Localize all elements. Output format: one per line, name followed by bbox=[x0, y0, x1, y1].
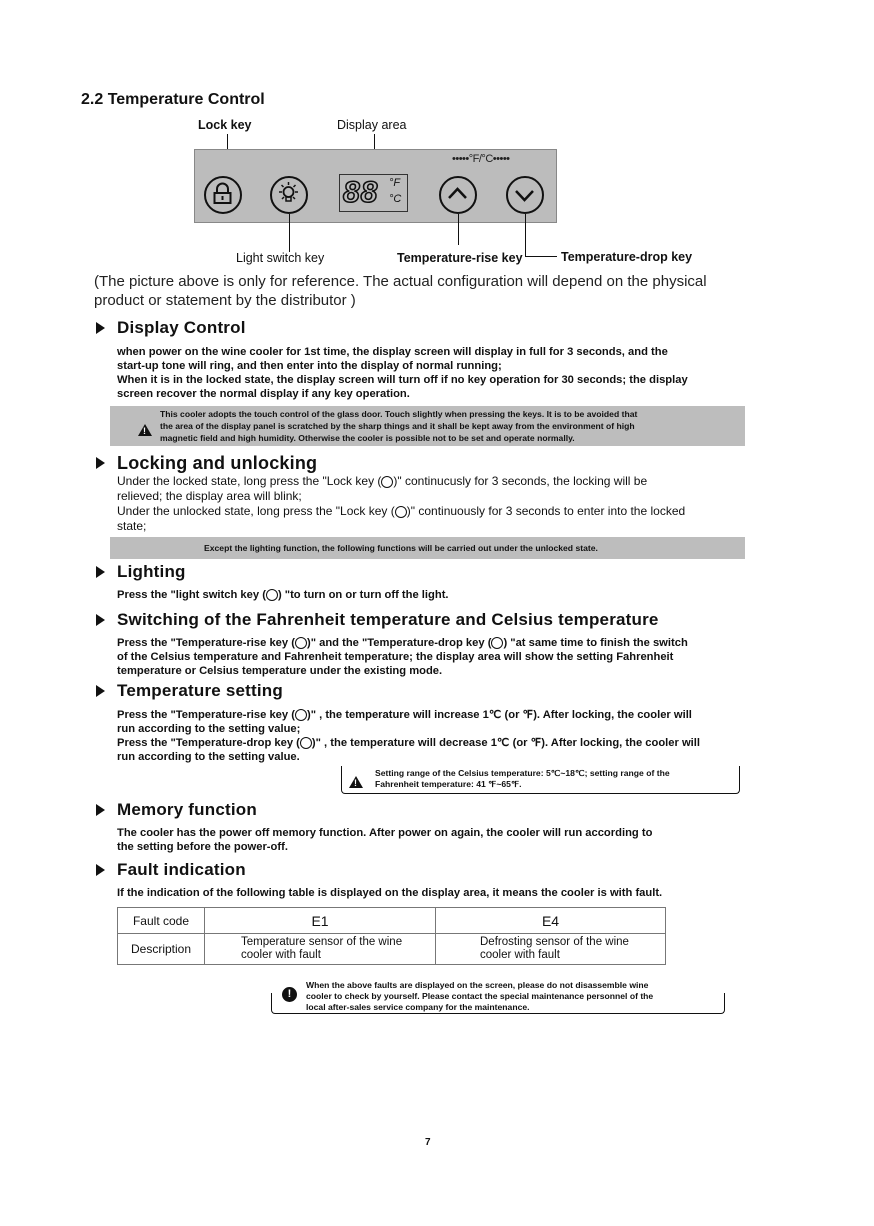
drop-leader-horizontal bbox=[525, 256, 557, 257]
display-unit-f: °F bbox=[389, 177, 401, 189]
temperature-rise-label: Temperature-rise key bbox=[397, 251, 523, 265]
section-title-lighting: Lighting bbox=[117, 562, 186, 581]
table-cell: E1 bbox=[205, 908, 436, 934]
page-heading: 2.2 Temperature Control bbox=[81, 91, 265, 108]
description-line: Defrosting sensor of the wine bbox=[480, 936, 629, 948]
text-line: when power on the wine cooler for 1st time, the display screen will display in full for 3 seconds, and the bbox=[117, 346, 668, 358]
chevron-up-icon bbox=[441, 178, 474, 211]
table-cell: Fault code bbox=[118, 908, 205, 934]
text-line: run according to the setting value; bbox=[117, 723, 301, 735]
text-line: Under the unlocked state, long press the "Lock key ( )" continuously for 3 seconds to enter into the locked bbox=[117, 504, 686, 518]
chevron-down-icon bbox=[300, 737, 312, 749]
display-unit-c: °C bbox=[389, 193, 402, 205]
text-line: Press the "Temperature-rise key ( )" and the "Temperature-drop key ( ) "at same time to finish the switch bbox=[117, 637, 688, 649]
section-title-locking: Locking and unlocking bbox=[117, 453, 318, 473]
bullet-arrow-icon bbox=[96, 457, 105, 469]
lock-icon bbox=[395, 506, 407, 518]
reference-note bbox=[94, 272, 707, 310]
section-title-display-control: Display Control bbox=[117, 318, 246, 337]
text-line: Press the "Temperature-rise key ( )" , the temperature will increase 1℃ (or ℉). After locking, the cooler will bbox=[117, 709, 692, 721]
description-line: cooler with fault bbox=[241, 949, 321, 961]
locking-text bbox=[117, 474, 757, 534]
fault-table bbox=[117, 907, 666, 965]
rise-leader-line bbox=[458, 214, 459, 245]
chevron-up-icon bbox=[295, 637, 307, 649]
touch-warning-text bbox=[160, 408, 637, 444]
warning-line: magnetic field and high humidity. Otherwise the cooler is possible not to be set and operate normally. bbox=[160, 433, 575, 443]
display-digits: 88 bbox=[343, 176, 379, 209]
unlock-note-text: Except the lighting function, the following functions will be carried out under the unlocked state. bbox=[204, 543, 598, 553]
chevron-down-icon bbox=[491, 637, 503, 649]
table-row bbox=[118, 908, 666, 934]
warning-line: the area of the display panel is scratched by the sharp things and it shall be kept away from the environment of high bbox=[160, 421, 635, 431]
reference-note-line: product or statement by the distributor ) bbox=[94, 292, 356, 309]
table-cell bbox=[436, 934, 666, 965]
lock-button[interactable] bbox=[204, 176, 242, 214]
temperature-setting-text bbox=[117, 708, 777, 764]
bullet-arrow-icon bbox=[96, 322, 105, 334]
warning-icon bbox=[349, 776, 363, 788]
lightbulb-icon bbox=[266, 589, 278, 601]
memory-text bbox=[117, 826, 757, 854]
fault-note-line: When the above faults are displayed on the screen, please do not disassemble wine bbox=[306, 980, 649, 990]
text-line: relieved; the display area will blink; bbox=[117, 489, 302, 503]
text-line: Under the locked state, long press the "Lock key ( )" continucusly for 3 seconds, the locking will be bbox=[117, 474, 648, 488]
fault-note-line: cooler to check by yourself. Please contact the special maintenance personnel of the bbox=[306, 991, 654, 1001]
description-line: cooler with fault bbox=[480, 949, 560, 961]
warning-icon bbox=[138, 424, 152, 436]
lock-icon bbox=[381, 476, 393, 488]
text-line: The cooler has the power off memory function. After power on again, the cooler will run according to bbox=[117, 827, 653, 839]
text-line: state; bbox=[117, 519, 147, 533]
lighting-text bbox=[117, 588, 757, 602]
text-line: Press the "light switch key ( ) "to turn on or turn off the light. bbox=[117, 589, 449, 601]
switching-text bbox=[117, 636, 777, 678]
table-row bbox=[118, 934, 666, 965]
range-note-line: Setting range of the Celsius temperature: 5℃~18℃; setting range of the bbox=[375, 768, 670, 778]
lightbulb-icon bbox=[272, 178, 305, 211]
table-cell bbox=[205, 934, 436, 965]
text-line: of the Celsius temperature and Fahrenheit temperature; the display area will show the setting Fahrenheit bbox=[117, 651, 674, 663]
reference-note-line: (The picture above is only for reference. The actual configuration will depend on the physical bbox=[94, 273, 707, 290]
range-note-line: Fahrenheit temperature: 41 ℉~65℉. bbox=[375, 779, 522, 789]
description-line: Temperature sensor of the wine bbox=[241, 936, 403, 948]
temperature-drop-label: Temperature-drop key bbox=[561, 250, 693, 264]
bullet-arrow-icon bbox=[96, 864, 105, 876]
table-cell: E4 bbox=[436, 908, 666, 934]
section-title-switching: Switching of the Fahrenheit temperature and Celsius temperature bbox=[117, 610, 659, 629]
warning-line: This cooler adopts the touch control of the glass door. Touch slightly when pressing the keys. It is to be avoided that bbox=[160, 409, 638, 419]
section-title-temperature-setting: Temperature setting bbox=[117, 681, 283, 700]
text-line: When it is in the locked state, the display screen will turn off if no key operation for 30 seconds; the display bbox=[117, 374, 688, 386]
light-button[interactable] bbox=[270, 176, 308, 214]
temperature-rise-button[interactable] bbox=[439, 176, 477, 214]
light-switch-label: Light switch key bbox=[236, 251, 325, 265]
bullet-arrow-icon bbox=[96, 804, 105, 816]
drop-leader-line bbox=[525, 214, 526, 257]
display-area-label: Display area bbox=[337, 118, 407, 132]
chevron-up-icon bbox=[295, 709, 307, 721]
text-line: Press the "Temperature-drop key ( )" , the temperature will decrease 1℃ (or ℉). After locking, the cooler will bbox=[117, 737, 700, 749]
fault-intro: If the indication of the following table is displayed on the display area, it means the cooler is with fault. bbox=[117, 887, 663, 899]
text-line: start-up tone will ring, and then enter into the display of normal running; bbox=[117, 360, 502, 372]
range-note-text bbox=[375, 768, 670, 790]
text-line: run according to the setting value. bbox=[117, 751, 300, 763]
bullet-arrow-icon bbox=[96, 685, 105, 697]
table-cell: Description bbox=[118, 934, 205, 965]
fault-note-line: local after-sales service company for the maintenance. bbox=[306, 1002, 530, 1012]
bullet-arrow-icon bbox=[96, 566, 105, 578]
display-control-text bbox=[117, 345, 757, 401]
light-leader-line bbox=[289, 214, 290, 252]
temperature-drop-button[interactable] bbox=[506, 176, 544, 214]
alert-icon: ! bbox=[282, 987, 297, 1002]
chevron-down-icon bbox=[508, 178, 541, 211]
unit-label: •••••°F/°C••••• bbox=[452, 153, 510, 165]
text-line: temperature or Celsius temperature under the existing mode. bbox=[117, 665, 443, 677]
lock-key-label: Lock key bbox=[198, 118, 252, 132]
bullet-arrow-icon bbox=[96, 614, 105, 626]
section-title-memory: Memory function bbox=[117, 800, 257, 819]
text-line: the setting before the power-off. bbox=[117, 841, 288, 853]
section-title-fault: Fault indication bbox=[117, 860, 246, 879]
fault-note-text bbox=[306, 980, 653, 1013]
display-screen bbox=[339, 174, 408, 212]
text-line: screen recover the normal display if any key operation. bbox=[117, 388, 410, 400]
page-number: 7 bbox=[425, 1137, 431, 1148]
lock-icon bbox=[206, 178, 239, 211]
